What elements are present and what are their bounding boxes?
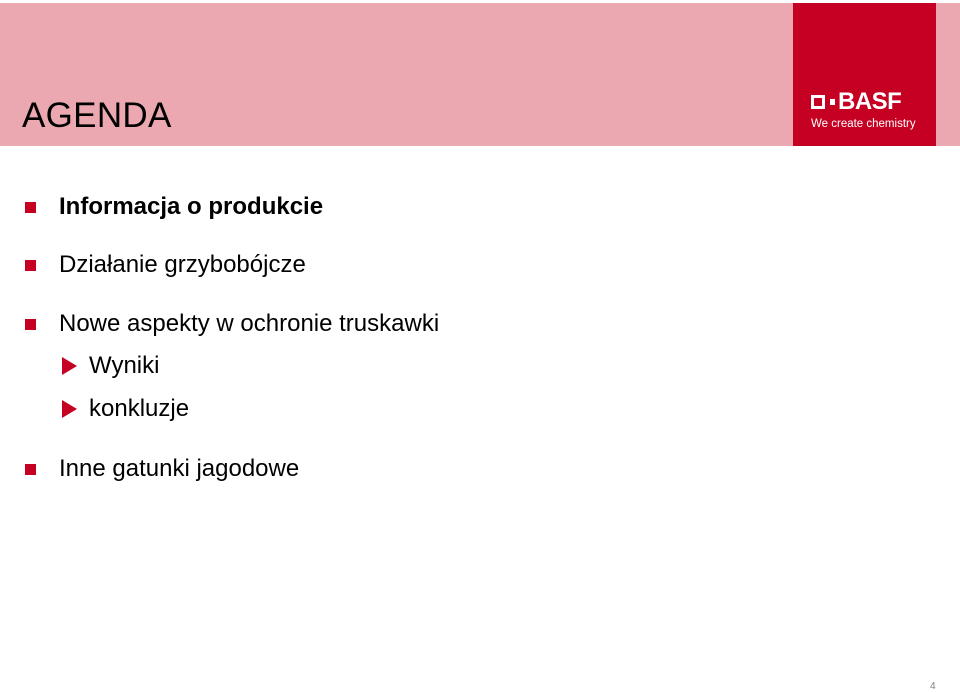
agenda-sub-item-label: Wyniki bbox=[89, 352, 160, 379]
triangle-bullet-icon bbox=[62, 357, 77, 375]
agenda-sub-item-label: konkluzje bbox=[89, 395, 190, 422]
agenda-item-label: Informacja o produkcie bbox=[59, 193, 324, 220]
agenda-item-label: Inne gatunki jagodowe bbox=[59, 455, 300, 482]
square-bullet-icon bbox=[25, 464, 36, 475]
logo-tagline: We create chemistry bbox=[811, 118, 916, 130]
logo-wordmark: BASF bbox=[838, 88, 902, 115]
agenda-item-label: Działanie grzybobójcze bbox=[59, 251, 306, 278]
square-bullet-icon bbox=[25, 202, 36, 213]
agenda-item-label: Nowe aspekty w ochronie truskawki bbox=[59, 310, 440, 337]
agenda-item bbox=[25, 251, 306, 279]
square-bullet-icon bbox=[25, 319, 36, 330]
agenda-item bbox=[25, 310, 439, 338]
slide-title: AGENDA bbox=[22, 96, 172, 135]
agenda-item bbox=[25, 193, 323, 221]
square-bullet-icon bbox=[25, 260, 36, 271]
agenda-sub-item bbox=[62, 352, 159, 380]
agenda-item bbox=[25, 455, 299, 483]
triangle-bullet-icon bbox=[62, 400, 77, 418]
agenda-sub-item bbox=[62, 395, 189, 423]
page-number: 4 bbox=[930, 681, 936, 692]
